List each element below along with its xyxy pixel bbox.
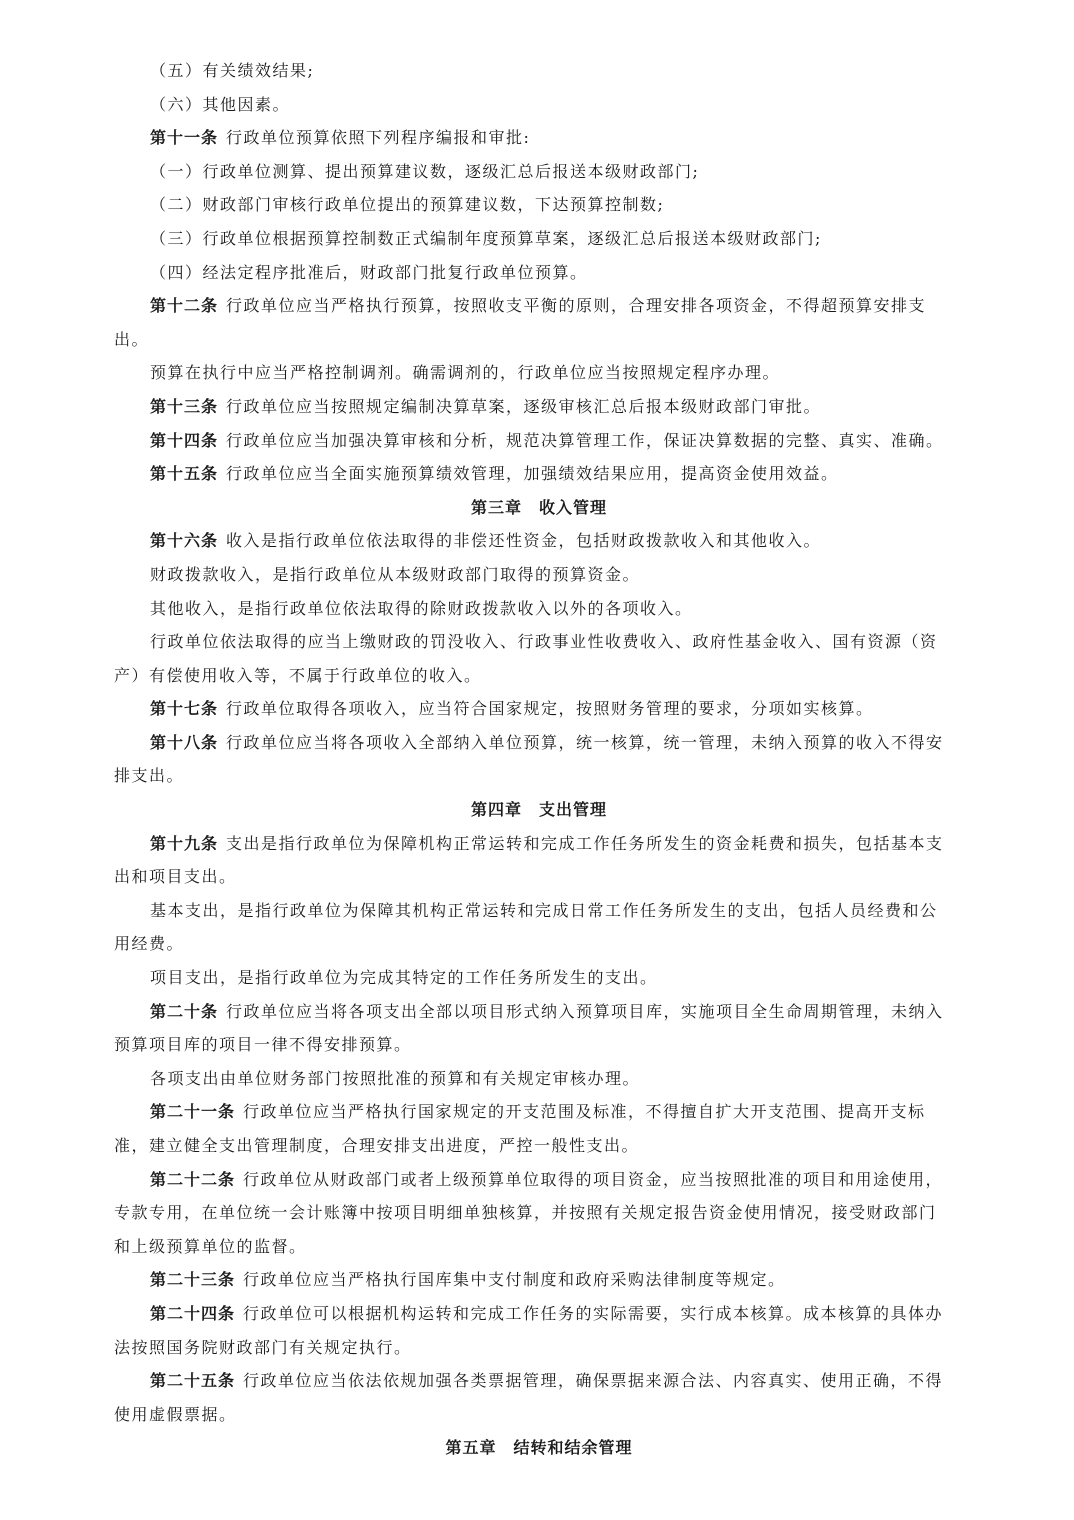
line-text: 行政单位应当加强决算审核和分析，规范决算管理工作，保证决算数据的完整、真实、准确。 (226, 430, 944, 450)
article-label: 第二十二条 (150, 1169, 236, 1189)
article-label: 第十四条 (150, 430, 219, 450)
line-text: （三）行政单位根据预算控制数正式编制年度预算草案，逐级汇总后报送本级财政部门; (150, 228, 822, 248)
article-label: 第十九条 (150, 833, 219, 853)
article-line (114, 390, 964, 424)
article-label: 第十三条 (150, 396, 219, 416)
line-text: 专款专用，在单位统一会计账簿中按项目明细单独核算，并按照有关规定报告资金使用情况，接受财政部门 (114, 1203, 937, 1223)
line-text: 行政单位应当将各项支出全部以项目形式纳入预算项目库，实施项目全生命周期管理，未纳入 (226, 1001, 944, 1021)
line-text: （五）有关绩效结果; (150, 61, 315, 80)
article-line (114, 457, 964, 491)
line-text: 其他收入，是指行政单位依法取得的除财政拨款收入以外的各项收入。 (150, 598, 693, 618)
line-text: 预算项目库的项目一律不得安排预算。 (114, 1035, 412, 1055)
line-text: 行政单位应当严格执行国家规定的开支范围及标准，不得擅自扩大开支范围、提高开支标 (243, 1102, 926, 1122)
line-text: 行政单位从财政部门或者上级预算单位取得的项目资金，应当按照批准的项目和用途使用， (243, 1169, 944, 1189)
line-text: 行政单位依法取得的应当上缴财政的罚没收入、行政事业性收费收入、政府性基金收入、国有资源（资 (150, 632, 938, 652)
paragraph-line (114, 625, 964, 659)
article-label: 第二十条 (150, 1001, 219, 1021)
article-line (114, 524, 964, 558)
article-line (114, 1331, 964, 1365)
line-text: 财政拨款收入，是指行政单位从本级财政部门取得的预算资金。 (150, 564, 641, 584)
line-text: 行政单位应当全面实施预算绩效管理，加强绩效结果应用，提高资金使用效益。 (226, 464, 839, 484)
paragraph-line (114, 927, 964, 961)
line-text: 行政单位应当依法依规加强各类票据管理，确保票据来源合法、内容真实、使用正确，不得 (243, 1371, 944, 1391)
line-text: （二）财政部门审核行政单位提出的预算建议数，下达预算控制数; (150, 195, 665, 215)
article-line (114, 1297, 964, 1331)
paragraph-line (114, 222, 964, 256)
line-text: 行政单位应当严格执行国库集中支付制度和政府采购法律制度等规定。 (243, 1270, 786, 1290)
article-line (114, 1230, 964, 1264)
paragraph-line (114, 356, 964, 390)
line-text: 行政单位可以根据机构运转和完成工作任务的实际需要，实行成本核算。成本核算的具体办 (243, 1303, 944, 1323)
line-text: 支出是指行政单位为保障机构正常运转和完成工作任务所发生的资金耗费和损失，包括基本支 (226, 833, 944, 853)
paragraph-line (114, 961, 964, 995)
line-text: 使用虚假票据。 (114, 1404, 237, 1424)
chapter-heading: 第四章 支出管理 (470, 800, 607, 820)
article-label: 第十二条 (150, 296, 219, 316)
paragraph-line (114, 592, 964, 626)
article-line (114, 1263, 964, 1297)
line-text: 行政单位应当将各项收入全部纳入单位预算，统一核算，统一管理，未纳入预算的收入不得安 (226, 732, 944, 752)
paragraph-line (114, 256, 964, 290)
line-text: 收入是指行政单位依法取得的非偿还性资金，包括财政拨款收入和其他收入。 (226, 531, 822, 551)
chapter-heading: 第五章 结转和结余管理 (445, 1438, 633, 1458)
paragraph-line (114, 894, 964, 928)
article-label: 第十五条 (150, 464, 219, 484)
paragraph-line (114, 188, 964, 222)
line-text: 行政单位取得各项收入，应当符合国家规定，按照财务管理的要求，分项如实核算。 (226, 699, 874, 719)
article-line (114, 1095, 964, 1129)
paragraph-line (114, 54, 964, 88)
article-label: 第二十四条 (150, 1303, 236, 1323)
paragraph-line (114, 1062, 964, 1096)
line-text: 各项支出由单位财务部门按照批准的预算和有关规定审核办理。 (150, 1068, 641, 1088)
line-text: 基本支出，是指行政单位为保障其机构正常运转和完成日常工作任务所发生的支出，包括人员经费和公 (150, 900, 938, 920)
article-line (114, 860, 964, 894)
article-line (114, 1028, 964, 1062)
line-text: 产）有偿使用收入等，不属于行政单位的收入。 (114, 665, 482, 685)
article-line (114, 1129, 964, 1163)
article-line (114, 1196, 964, 1230)
article-label: 第十七条 (150, 699, 219, 719)
line-text: 出和项目支出。 (114, 867, 237, 887)
line-text: 预算在执行中应当严格控制调剂。确需调剂的，行政单位应当按照规定程序办理。 (150, 363, 781, 383)
paragraph-line (114, 659, 964, 693)
line-text: 和上级预算单位的监督。 (114, 1236, 307, 1256)
line-text: 行政单位应当严格执行预算，按照收支平衡的原则，合理安排各项资金，不得超预算安排支 (226, 296, 927, 316)
article-label: 第二十三条 (150, 1270, 236, 1290)
line-text: 用经费。 (114, 934, 185, 954)
article-line (114, 1163, 964, 1197)
line-text: 项目支出，是指行政单位为完成其特定的工作任务所发生的支出。 (150, 968, 658, 988)
line-text: 排支出。 (114, 766, 185, 786)
line-text: （四）经法定程序批准后，财政部门批复行政单位预算。 (150, 262, 588, 282)
line-text: （六）其他因素。 (150, 94, 291, 114)
chapter-heading: 第三章 收入管理 (470, 497, 607, 517)
line-text: 行政单位应当按照规定编制决算草案，逐级审核汇总后报本级财政部门审批。 (226, 396, 822, 416)
article-label: 第二十五条 (150, 1371, 236, 1391)
line-text: 行政单位预算依照下列程序编报和审批: (226, 128, 531, 148)
article-line (114, 323, 964, 357)
paragraph-line (114, 558, 964, 592)
article-line (114, 1364, 964, 1398)
article-label: 第十八条 (150, 732, 219, 752)
line-text: 准，建立健全支出管理制度，合理安排支出进度，严控一般性支出。 (114, 1136, 640, 1155)
article-line (114, 1398, 964, 1432)
paragraph-line (114, 155, 964, 189)
article-line (114, 995, 964, 1029)
line-text: （一）行政单位测算、提出预算建议数，逐级汇总后报送本级财政部门; (150, 161, 700, 181)
article-line (114, 759, 964, 793)
article-label: 第十一条 (150, 128, 219, 148)
article-line (114, 424, 964, 458)
paragraph-line (114, 88, 964, 122)
article-line (114, 121, 964, 155)
article-label: 第十六条 (150, 531, 219, 551)
article-line (114, 827, 964, 861)
article-label: 第二十一条 (150, 1102, 236, 1122)
article-line (114, 726, 964, 760)
article-line (114, 289, 964, 323)
line-text: 法按照国务院财政部门有关规定执行。 (114, 1337, 412, 1357)
line-text: 出。 (114, 329, 150, 349)
article-line (114, 692, 964, 726)
